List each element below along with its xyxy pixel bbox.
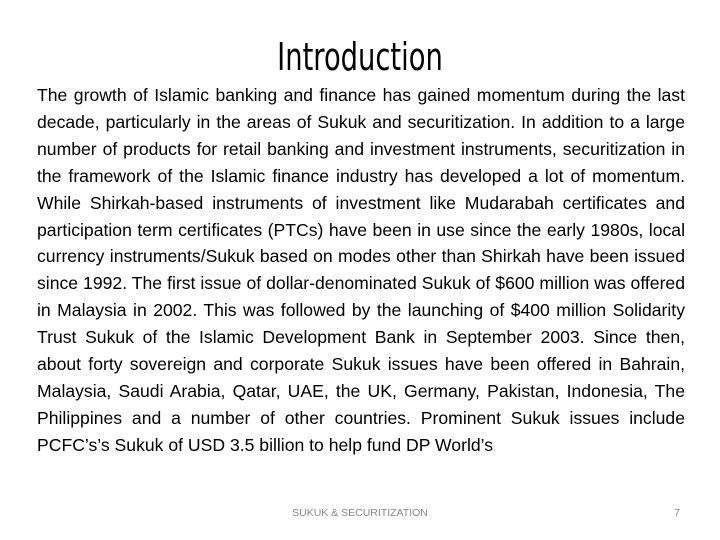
page-number: 7 xyxy=(674,507,680,519)
slide-footer: SUKUK & SECURITIZATION xyxy=(292,507,428,519)
slide-title: Introduction xyxy=(277,35,443,79)
slide-body-text: The growth of Islamic banking and finance has gained momentum during the last decade, particularly in the areas of Sukuk and securitization. In addition to a large number of products for retail banking and investment instruments, securitization in the framework of the Islamic finance industry has developed a lot of momentum. While Shirkah-based instruments of investment like Mudarabah certificates and participation term certificates (PTCs) have been in use since the early 1980s, local currency instruments/Sukuk based on modes other than Shirkah have been issued since 1992. The first issue of dollar-denominated Sukuk of $600 million was offered in Malaysia in 2002. This was followed by the launching of $400 million Solidarity Trust Sukuk of the Islamic Development Bank in September 2003. Since then, about forty sovereign and corporate Sukuk issues have been offered in Bahrain, Malaysia, Saudi Arabia, Qatar, UAE, the UK, Germany, Pakistan, Indonesia, The Philippines and a number of other countries. Prominent Sukuk issues include PCFC’s’s Sukuk of USD 3.5 billion to help fund DP World’s xyxy=(37,85,685,455)
